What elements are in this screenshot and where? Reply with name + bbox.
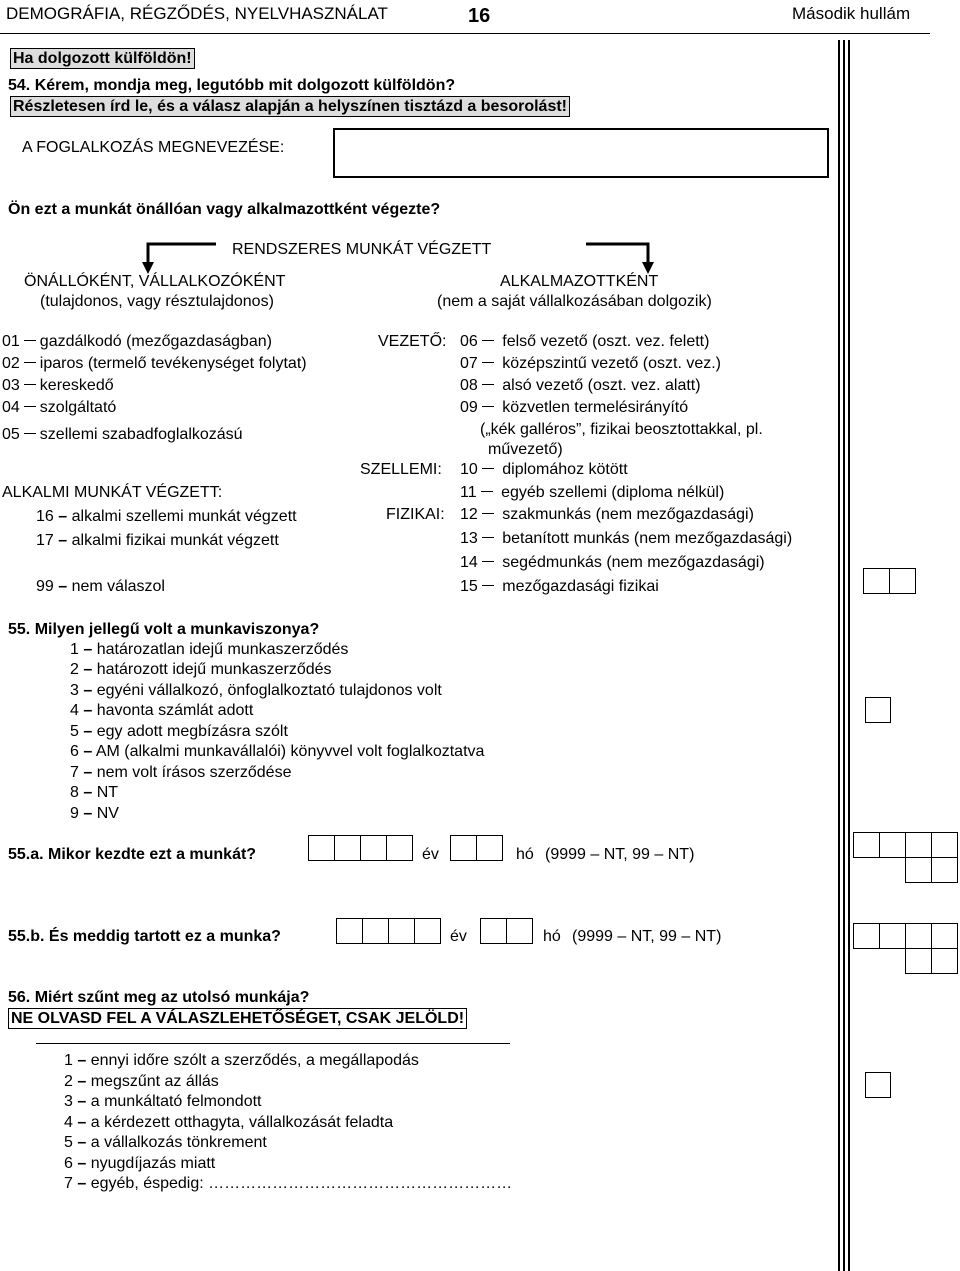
option-06[interactable]: 06 felső vezető (oszt. vez. felett) (460, 333, 710, 350)
month-box-55a-1[interactable] (450, 835, 477, 861)
option-03[interactable]: 03 kereskedő (2, 377, 114, 394)
self-employed-title: ÖNÁLLÓKÉNT, VÁLLALKOZÓKÉNT (24, 273, 286, 290)
margin-box-55a-6[interactable] (931, 857, 958, 883)
q55-option-8[interactable]: 8 – NT (70, 784, 119, 801)
option-11[interactable]: 11 egyéb szellemi (diploma nélkül) (460, 484, 725, 501)
option-12[interactable]: 12 szakmunkás (nem mezőgazdasági) (460, 506, 754, 523)
year-box-55a-3[interactable] (360, 835, 387, 861)
occupation-label: A FOGLALKOZÁS MEGNEVEZÉSE: (22, 139, 285, 156)
month-box-55a-2[interactable] (476, 835, 503, 861)
margin-box-55a-5[interactable] (905, 857, 932, 883)
answer-box-54-2[interactable] (889, 568, 916, 594)
margin-box-55a-1[interactable] (853, 832, 880, 858)
option-01[interactable]: 01 gazdálkodó (mezőgazdaságban) (2, 333, 272, 350)
header-section-title: DEMOGRÁFIA, RÉGZŐDÉS, NYELVHASZNÁLAT (6, 4, 388, 23)
q55-option-5[interactable]: 5 – egy adott megbízásra szólt (70, 723, 288, 740)
margin-box-55b-4[interactable] (931, 923, 958, 949)
q55-option-7[interactable]: 7 – nem volt írásos szerződése (70, 764, 292, 781)
margin-line-1 (838, 40, 840, 1271)
header-wave: Második hullám (792, 4, 911, 23)
option-08[interactable]: 08 alsó vezető (oszt. vez. alatt) (460, 377, 701, 394)
option-09-note-2: művezető) (488, 441, 563, 458)
header-rule (0, 33, 930, 34)
margin-box-55b-5[interactable] (905, 948, 932, 974)
option-99[interactable]: 99 – nem válaszol (36, 578, 165, 595)
year-box-55a-2[interactable] (334, 835, 361, 861)
q56-instruction: NE OLVASD FEL A VÁLASZLEHETŐSÉGET, CSAK JELÖLD! (8, 1008, 467, 1029)
year-box-55b-2[interactable] (362, 918, 389, 944)
self-employed-question: Ön ezt a munkát önállóan vagy alkalmazottként végezte? (8, 201, 441, 218)
intellectual-label: SZELLEMI: (360, 461, 442, 478)
year-label-55a: év (422, 846, 439, 863)
year-box-55b-3[interactable] (388, 918, 415, 944)
q55-option-4[interactable]: 4 – havonta számlát adott (70, 702, 254, 719)
q55-option-2[interactable]: 2 – határozott idejű munkaszerződés (70, 661, 332, 678)
q56-option-4[interactable]: 4 – a kérdezett otthagyta, vállalkozását feladta (64, 1114, 394, 1131)
q55-option-1[interactable]: 1 – határozatlan idejű munkaszerződés (70, 641, 349, 658)
month-box-55b-1[interactable] (480, 918, 507, 944)
year-box-55a-1[interactable] (308, 835, 335, 861)
employee-title: ALKALMAZOTTKÉNT (500, 273, 659, 290)
casual-work-title: ALKALMI MUNKÁT VÉGZETT: (2, 484, 223, 501)
q56-option-7[interactable]: 7 – egyéb, éspedig: ………………………………………………… (64, 1175, 513, 1192)
month-label-55a: hó (516, 846, 534, 863)
filter-instruction: Ha dolgozott külföldön! (10, 48, 195, 69)
answer-box-54-1[interactable] (863, 568, 890, 594)
month-label-55b: hó (543, 928, 561, 945)
margin-box-55a-3[interactable] (905, 832, 932, 858)
option-02[interactable]: 02 iparos (termelő tevékenységet folytat) (2, 355, 307, 372)
year-box-55b-1[interactable] (336, 918, 363, 944)
answer-box-55[interactable] (865, 697, 891, 723)
regular-work-title: RENDSZERES MUNKÁT VÉGZETT (232, 241, 492, 258)
employee-subtitle: (nem a saját vállalkozásában dolgozik) (437, 293, 712, 310)
option-15[interactable]: 15 mezőgazdasági fizikai (460, 578, 659, 595)
margin-box-55a-2[interactable] (879, 832, 906, 858)
option-05[interactable]: 05 szellemi szabadfoglalkozású (2, 426, 243, 443)
occupation-field[interactable] (333, 128, 829, 178)
question-55a: 55.a. Mikor kezdte ezt a munkát? (8, 846, 257, 863)
question-55b: 55.b. És meddig tartott ez a munka? (8, 928, 281, 945)
q56-option-2[interactable]: 2 – megszűnt az állás (64, 1073, 219, 1090)
arrow-right-icon (582, 240, 662, 276)
margin-box-55b-3[interactable] (905, 923, 932, 949)
note-55b: (9999 – NT, 99 – NT) (572, 928, 722, 945)
year-box-55a-4[interactable] (386, 835, 413, 861)
q55-option-6[interactable]: 6 – AM (alkalmi munkavállalói) könyvvel volt foglalkoztatva (70, 743, 485, 760)
option-07[interactable]: 07 középszintű vezető (oszt. vez.) (460, 355, 722, 372)
q56-option-3[interactable]: 3 – a munkáltató felmondott (64, 1093, 262, 1110)
option-16[interactable]: 16 – alkalmi szellemi munkát végzett (36, 508, 297, 525)
q56-option-6[interactable]: 6 – nyugdíjazás miatt (64, 1155, 216, 1172)
q56-option-1[interactable]: 1 – ennyi időre szólt a szerződés, a megállapodás (64, 1052, 419, 1069)
self-employed-subtitle: (tulajdonos, vagy résztulajdonos) (40, 293, 274, 310)
note-55a: (9999 – NT, 99 – NT) (545, 846, 695, 863)
q56-rule (36, 1043, 510, 1044)
option-10[interactable]: 10 diplomához kötött (460, 461, 628, 478)
question-55: 55. Milyen jellegű volt a munkaviszonya? (8, 621, 320, 638)
physical-label: FIZIKAI: (386, 506, 445, 523)
question-54: 54. Kérem, mondja meg, legutóbb mit dolgozott külföldön? (8, 77, 456, 94)
q56-option-5[interactable]: 5 – a vállalkozás tönkrement (64, 1134, 267, 1151)
arrow-left-icon (140, 240, 220, 276)
answer-box-56[interactable] (865, 1072, 891, 1098)
page-number: 16 (468, 5, 491, 27)
option-09[interactable]: 09 közvetlen termelésirányító (460, 399, 689, 416)
option-09-note: („kék galléros”, fizikai beosztottakkal, pl. (480, 421, 763, 438)
month-box-55b-2[interactable] (506, 918, 533, 944)
year-label-55b: év (450, 928, 467, 945)
option-14[interactable]: 14 segédmunkás (nem mezőgazdasági) (460, 554, 765, 571)
margin-box-55b-6[interactable] (931, 948, 958, 974)
margin-line-3 (848, 40, 850, 1271)
leader-label: VEZETŐ: (378, 333, 447, 350)
q55-option-9[interactable]: 9 – NV (70, 805, 119, 822)
option-13[interactable]: 13 betanított munkás (nem mezőgazdasági) (460, 530, 793, 547)
option-17[interactable]: 17 – alkalmi fizikai munkát végzett (36, 532, 279, 549)
margin-box-55a-4[interactable] (931, 832, 958, 858)
interviewer-instruction: Részletesen írd le, és a válasz alapján a helyszínen tisztázd a besorolást! (10, 96, 570, 117)
option-04[interactable]: 04 szolgáltató (2, 399, 117, 416)
question-56: 56. Miért szűnt meg az utolsó munkája? (8, 989, 310, 1006)
q55-option-3[interactable]: 3 – egyéni vállalkozó, önfoglalkoztató tulajdonos volt (70, 682, 442, 699)
margin-box-55b-1[interactable] (853, 923, 880, 949)
year-box-55b-4[interactable] (414, 918, 441, 944)
margin-box-55b-2[interactable] (879, 923, 906, 949)
margin-line-2 (843, 40, 845, 1271)
